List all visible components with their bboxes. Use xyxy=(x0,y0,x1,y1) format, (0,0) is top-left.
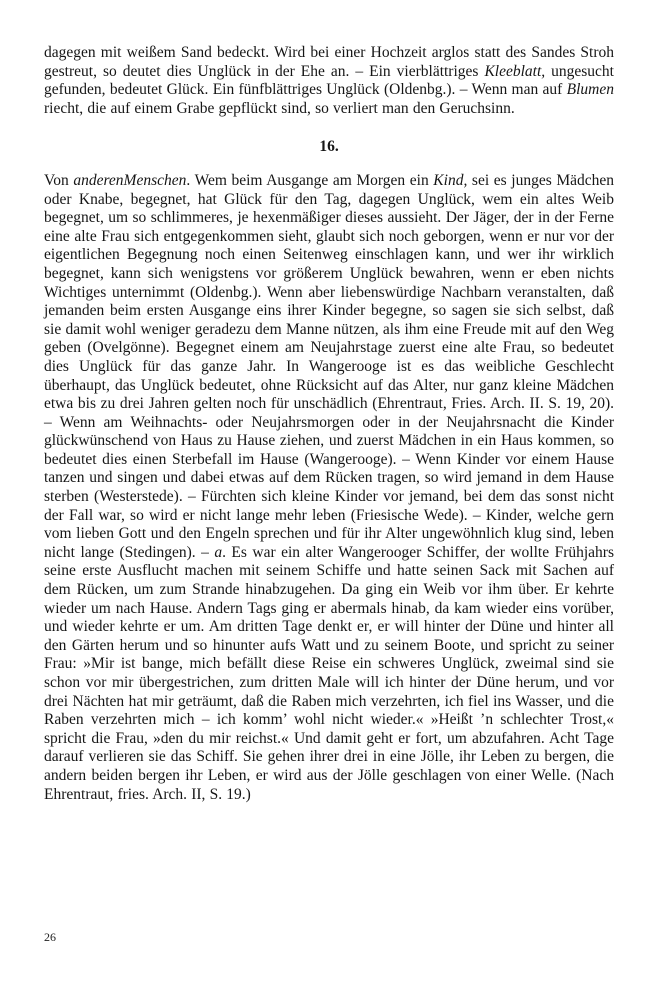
page-number: 26 xyxy=(44,930,56,944)
text-run: Von xyxy=(44,171,74,189)
italic-term-blumen: Blumen xyxy=(566,81,614,99)
text-run: ungesucht gefunden, bedeutet Glück. Ein fünfblättriges Unglück (Oldenbg.). – Wenn man auf xyxy=(44,62,614,99)
text-run: dagegen mit weißem Sand bedeckt. Wird bei einer Hochzeit arglos statt des Sandes Stroh gestreut, so deutet dies Unglück in der Ehe an. – Ein vierblättriges xyxy=(44,44,614,80)
text-run: sei es junges Mädchen oder Knabe, begegnet, hat Glück für den Tag, dagegen Unglück, wem ein altes Weib begegnet, um so schlimmeres, je hexenmäßiger dieses aussieht. Der Jäger, der in der Ferne eine alte Frau sich entgegenkommen sieht, glaubt sich noch geborgen, wenn er nur vor der eigentlichen Begegnung noch einen Seitenweg einschlagen kann, und wer ihr wirklich begegnet, kann sich wenigstens vor größerem Unglück bewahren, wenn er eben nichts Wichtiges unternimmt (Oldenbg.). Wenn aber liebenswürdige Nachbarn veranstalten, daß jemanden beim ersten Ausgange eins ihrer Kinder begegne, so sagen sie sich selbst, daß sie damit wohl weniger geradezu dem Manne nützen, als ihm eine Freude mit auf den Weg geben (Ovelgönne). Begegnet einem am Neujahrstage zuerst eine alte Frau, so bedeutet dies Unglück für das ganze Jahr. In Wangerooge ist es das weibliche Geschlecht überhaupt, das Unglück bedeutet, ohne Rücksicht auf das Alter, nur ganz kleine Mädchen etwa bis zu drei Jahren gelten noch für unschädlich (Ehrentraut, Fries. Arch. II. S. 19, 20). – Wenn am Weihnachts- oder Neujahrsmorgen oder in der Neujahrsnacht die Kinder glückwünschend von Haus zu Hause ziehen, und zuerst Mädchen in ein Haus kommen, so bedeutet dies einen Sterbefall im Hause (Wangerooge). – Wenn Kinder vor einem Hause tanzen und singen und dabei etwas auf dem Rücken tragen, so wird jemand in dem Hause sterben (Westerstede). – Fürchten sich kleine Kinder vor jemand, bei dem das sonst nicht der Fall war, so wird er nicht lange mehr leben (Friesische Wede). – Kinder, welche gern vom lieben Gott und den Engeln sprechen und für ihr Alter ungewöhnlich klug sind, leben nicht lange (Stedingen). – xyxy=(44,171,615,561)
italic-marker-a: a xyxy=(214,543,223,561)
text-run: . Wem beim Ausgange am Morgen ein xyxy=(186,171,434,189)
paragraph-continuation xyxy=(44,44,614,118)
italic-term-kleeblatt: Kleeblatt, xyxy=(484,62,546,80)
italic-term-kind: Kind, xyxy=(433,171,468,189)
paragraph-section-16 xyxy=(44,172,614,804)
text-run: riecht, die auf einem Grabe gepflückt sind, so verliert man den Geruchsinn. xyxy=(44,99,515,117)
section-number-heading: 16. xyxy=(319,138,339,156)
italic-term-anderen-menschen: anderenMenschen xyxy=(73,171,187,189)
text-run: . Es war ein alter Wangerooger Schiffer, der wollte Frühjahrs seine erste Ausflucht machen mit seinem Schiffe und hatte seinen Sack mit Sachen auf dem Rücken, um zum Strande hinabzugehen. Da ging ein Weib vor ihm über. Er kehrte wieder um nach Hause. Andern Tags ging er abermals hinab, da kam wieder eins vorüber, und wieder kehrte er um. Am dritten Tage denkt er, er will hinter der Düne und hinter all den Gärten herum und so hinunter aufs Watt und zu seinem Boote, und spricht zu seiner Frau: »Mir ist bange, mich befällt diese Reise ein schweres Unglück, zweimal sind sie schon vor mir übergestrichen, zum dritten Male will ich hinter der Düne herum, und vor drei Nächten hat mir geträumt, daß die Raben mich verzehrten, ich fiel ins Wasser, und die Raben verzehrten mich – ich komm’ wohl nicht wieder.« »Heißt ’n schlechter Trost,« spricht die Frau, »den du mir reichst.« Und damit geht er fort, um abzufahren. Acht Tage darauf verlieren sie das Schiff. Sie gehen ihrer drei in eine Jölle, ihr Leben zu bergen, die andern beiden bergen ihr Leben, er wird aus der Jölle geschlagen von einer Welle. (Nach Ehrentraut, fries. Arch. II, S. 19.) xyxy=(44,543,614,803)
